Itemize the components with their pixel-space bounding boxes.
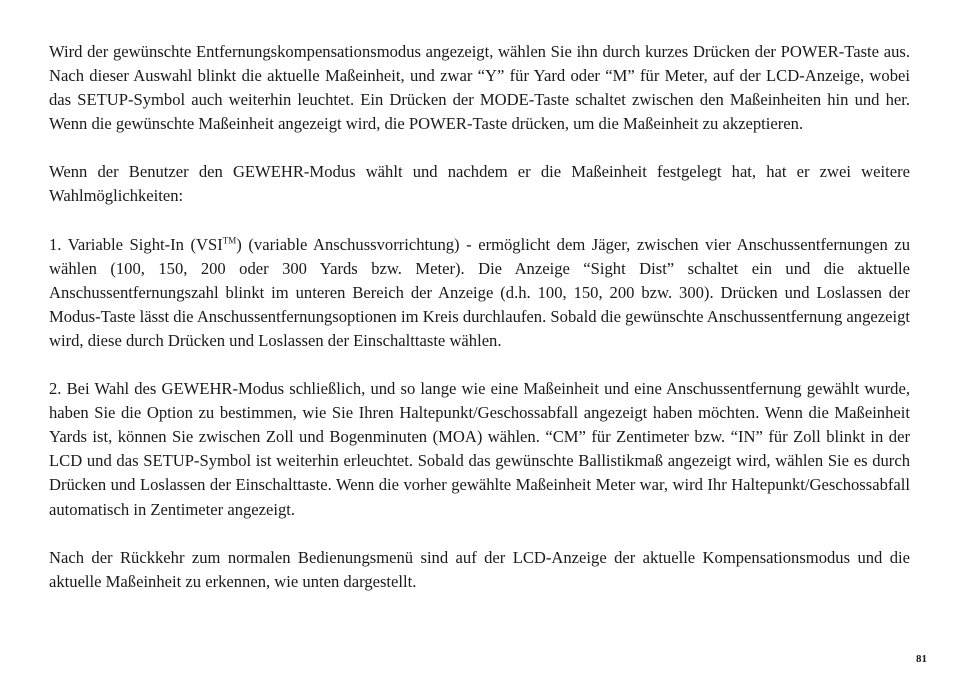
trademark-superscript: TM — [222, 235, 237, 246]
vsi-text-after: ) (variable Anschussvorrichtung) - ermöglicht dem Jäger, zwischen vier Anschussentfernungen zu wählen (100, 150, 200 oder 300 Yards bzw. Meter). Die Anzeige “Sight Dist” schaltet ein und die aktuelle Anschussentfernungszahl blinkt im unteren Bereich der Anzeige (d.h. 100, 150, 200 bzw. 300). Drücken und Loslassen der Modus-Taste lässt die Anschussentfernungsoptionen im Kreis durchlaufen. Sobald die gewünschte Anschussentfernung angezeigt wird, diese durch Drücken und Loslassen der Einschalttaste wählen. — [49, 234, 911, 350]
paragraph-range-compensation-units: Wird der gewünschte Entfernungskompensationsmodus angezeigt, wählen Sie ihn durch kurzes Drücken der POWER-Taste aus. Nach dieser Auswahl blinkt die aktuelle Maßeinheit, und zwar “Y” für Yard oder “M” für Meter, auf der LCD-Anzeige, wobei das SETUP-Symbol auch weiterhin leuchtet. Ein Drücken der MODE-Taste schaltet zwischen den Maßeinheiten hin und her. Wenn die gewünschte Maßeinheit angezeigt wird, die POWER-Taste drücken, um die Maßeinheit zu akzeptieren. — [49, 42, 910, 134]
vsi-text-before: 1. Variable Sight-In (VSI — [49, 234, 223, 254]
paragraph-rifle-mode-intro: Wenn der Benutzer den GEWEHR-Modus wählt und nachdem er die Maßeinheit festgelegt hat, hat er zwei weitere Wahlmöglichkeiten: — [49, 162, 910, 206]
paragraph-variable-sight-in — [49, 233, 910, 353]
paragraph-holdover-display: 2. Bei Wahl des GEWEHR-Modus schließlich, und so lange wie eine Maßeinheit und eine Anschussentfernung gewählt wurde, haben Sie die Option zu bestimmen, wie Sie Ihren Haltepunkt/Geschossabfall angezeigt haben möchten. Wenn die Maßeinheit Yards ist, können Sie zwischen Zoll und Bogenminuten (MOA) wählen. “CM” für Zentimeter bzw. “IN” für Zoll blinkt in der LCD und das SETUP-Symbol ist weiterhin erleuchtet. Sobald das gewünschte Ballistikmaß angezeigt wird, wählen Sie es durch Drücken und Loslassen der Einschalttaste. Wenn die vorher gewählte Maßeinheit Meter war, wird Ihr Haltepunkt/Geschossabfall automatisch in Zentimeter angezeigt. — [49, 379, 910, 519]
page-number: 81 — [916, 653, 927, 665]
document-body — [49, 40, 910, 594]
paragraph-return-to-menu: Nach der Rückkehr zum normalen Bedienungsmenü sind auf der LCD-Anzeige der aktuelle Kompensationsmodus und die aktuelle Maßeinheit zu erkennen, wie unten dargestellt. — [49, 547, 910, 591]
